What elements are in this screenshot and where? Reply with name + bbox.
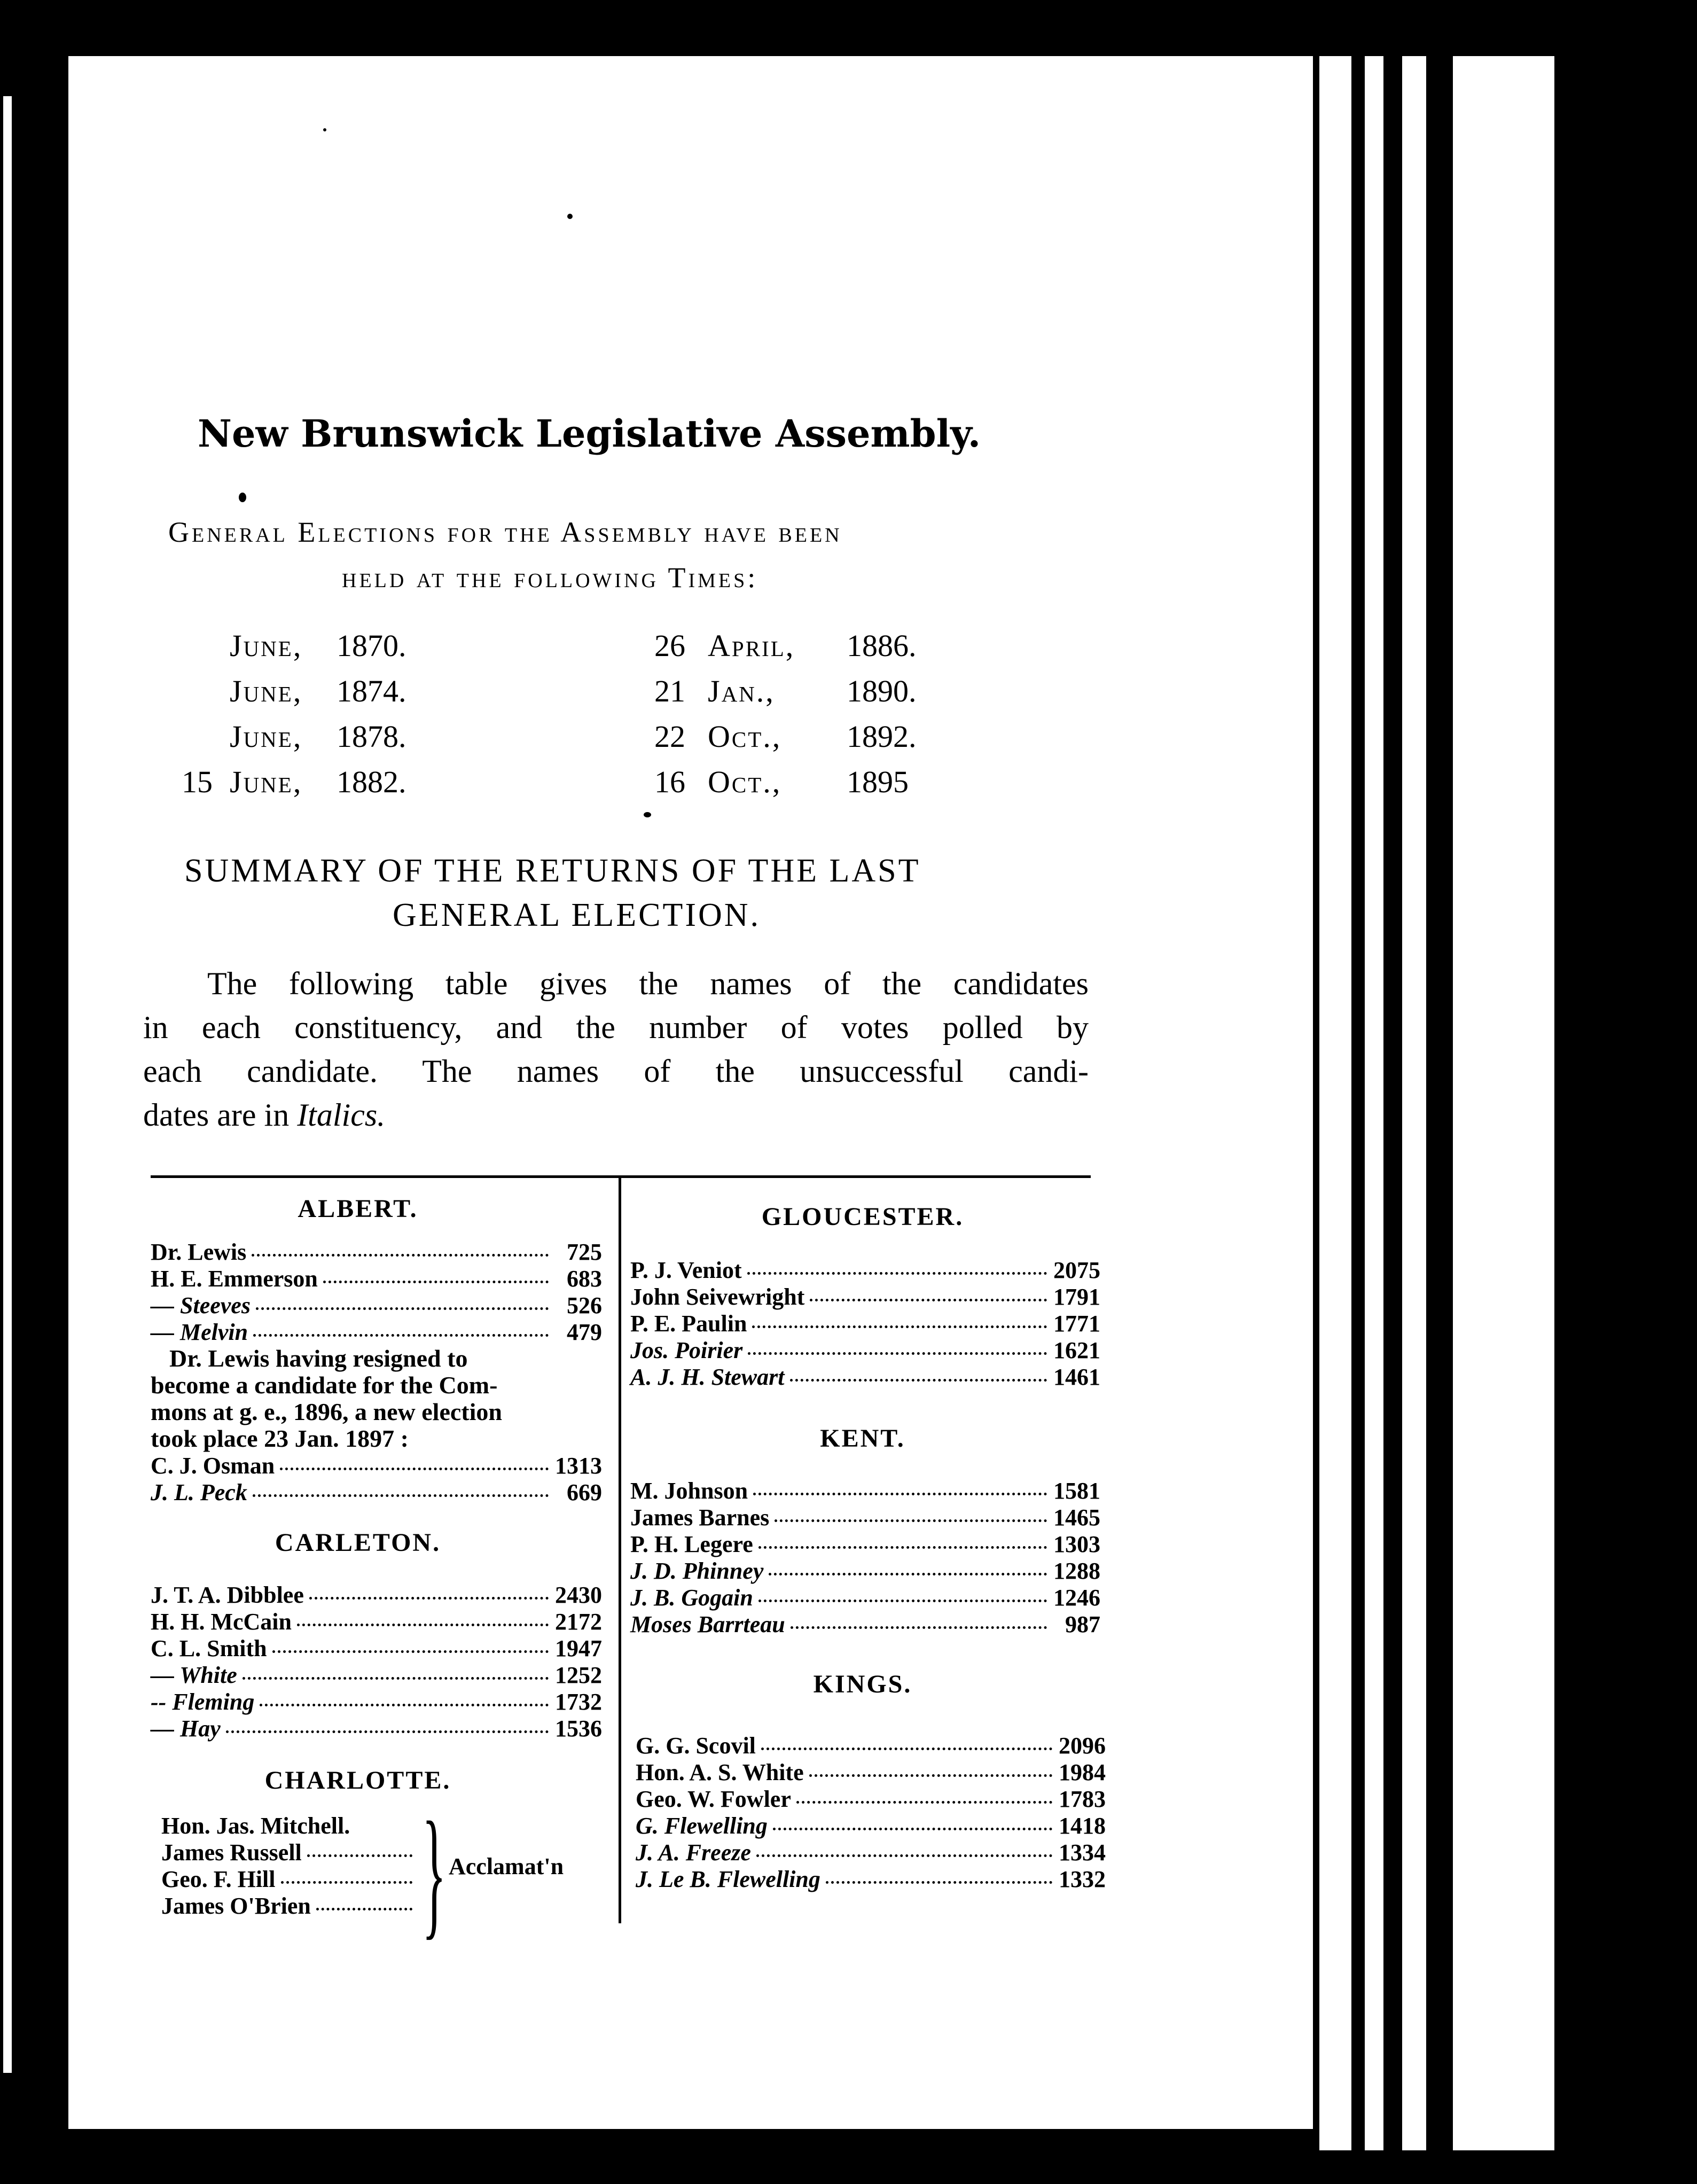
- table-row: James Barnes 1465: [630, 1504, 1100, 1531]
- paragraph-line: in each constituency, and the number of votes polled by: [143, 1010, 1089, 1045]
- date-row: June, 1878.: [230, 719, 406, 754]
- table-row: — Steeves 526: [151, 1292, 602, 1319]
- elections-heading-line2: held at the following Times:: [342, 561, 758, 594]
- table-row: J. B. Gogain 1246: [630, 1585, 1100, 1611]
- summary-heading-line1: SUMMARY OF THE RETURNS OF THE LAST: [184, 853, 921, 889]
- table-row: Moses Barrteau 987: [630, 1611, 1100, 1637]
- table-row: J. D. Phinney 1288: [630, 1558, 1100, 1584]
- table-row: Hon. Jas. Mitchell.: [161, 1813, 350, 1839]
- spine-stripe: [1319, 56, 1351, 2150]
- table-column-divider: [619, 1178, 621, 1923]
- table-row: John Seivewright 1791: [630, 1284, 1100, 1310]
- table-row: — Hay 1536: [151, 1715, 602, 1742]
- table-row: A. J. H. Stewart 1461: [630, 1364, 1100, 1390]
- date-row: 21 Jan., 1890.: [654, 674, 917, 708]
- date-row: 26 April, 1886.: [654, 628, 917, 663]
- table-row: G. G. Scovil 2096: [636, 1733, 1106, 1759]
- summary-heading-line2: GENERAL ELECTION.: [393, 897, 761, 933]
- table-row: P. H. Legere 1303: [630, 1531, 1100, 1557]
- table-row: Dr. Lewis 725: [151, 1239, 602, 1265]
- scan-left-edge: [3, 96, 12, 2073]
- spine-stripe: [1365, 56, 1383, 2150]
- elections-heading-line1: General Elections for the Assembly have been: [168, 516, 842, 548]
- paragraph-line: dates are in Italics.: [143, 1097, 386, 1133]
- table-row: G. Flewelling 1418: [636, 1813, 1106, 1839]
- spine-stripe: [1402, 56, 1426, 2150]
- table-row: — White 1252: [151, 1662, 602, 1688]
- brace-icon: }: [422, 1792, 447, 1952]
- acclamation-label: Acclamat'n: [449, 1853, 564, 1879]
- table-row: J. T. A. Dibblee 2430: [151, 1582, 602, 1608]
- page-title: New Brunswick Legislative Assembly.: [198, 411, 981, 456]
- date-row: 16 Oct., 1895: [654, 765, 909, 799]
- table-row: J. L. Peck 669: [151, 1479, 602, 1506]
- spine-stripe: [1453, 56, 1554, 2150]
- table-row: H. E. Emmerson 683: [151, 1266, 602, 1292]
- section-charlotte-heading: CHARLOTTE.: [264, 1766, 451, 1795]
- paragraph-line: each candidate. The names of the unsuccessful candi-: [143, 1054, 1089, 1089]
- table-row: C. L. Smith 1947: [151, 1635, 602, 1662]
- table-row: M. Johnson 1581: [630, 1478, 1100, 1504]
- table-row: J. A. Freeze 1334: [636, 1839, 1106, 1866]
- table-row: H. H. McCain 2172: [151, 1609, 602, 1635]
- paragraph-line: The following table gives the names of the candidates: [207, 966, 1089, 1001]
- section-kent-heading: KENT.: [820, 1424, 905, 1453]
- section-gloucester-heading: GLOUCESTER.: [761, 1203, 964, 1231]
- table-row: -- Fleming 1732: [151, 1689, 602, 1715]
- intro-paragraph: [143, 962, 1089, 1137]
- speck: [567, 214, 573, 219]
- speck: [239, 493, 246, 502]
- table-row: Geo. W. Fowler 1783: [636, 1786, 1106, 1812]
- table-row: Hon. A. S. White 1984: [636, 1759, 1106, 1785]
- table-row: J. Le B. Flewelling 1332: [636, 1866, 1106, 1892]
- table-row: James O'Brien: [161, 1892, 418, 1920]
- table-row: — Melvin 479: [151, 1319, 602, 1345]
- table-row: Geo. F. Hill: [161, 1866, 418, 1893]
- section-kings-heading: KINGS.: [813, 1670, 912, 1698]
- albert-note: Dr. Lewis having resigned to become a candidate for the Com- mons at g. e., 1896, a new election took place 23 Jan. 1897 :: [151, 1345, 502, 1452]
- table-row: C. J. Osman 1313: [151, 1453, 602, 1479]
- speck: [323, 128, 326, 131]
- date-row: 22 Oct., 1892.: [654, 719, 917, 754]
- date-row: 15 June, 1882.: [182, 765, 406, 799]
- table-row: P. J. Veniot 2075: [630, 1257, 1100, 1283]
- table-row: Jos. Poirier 1621: [630, 1337, 1100, 1363]
- date-row: June, 1870.: [230, 628, 406, 663]
- table-row: James Russell: [161, 1839, 418, 1866]
- section-carleton-heading: CARLETON.: [275, 1528, 441, 1557]
- date-row: June, 1874.: [230, 674, 406, 708]
- speck: [644, 812, 651, 817]
- table-row: P. E. Paulin 1771: [630, 1311, 1100, 1337]
- section-albert-heading: ALBERT.: [298, 1195, 418, 1223]
